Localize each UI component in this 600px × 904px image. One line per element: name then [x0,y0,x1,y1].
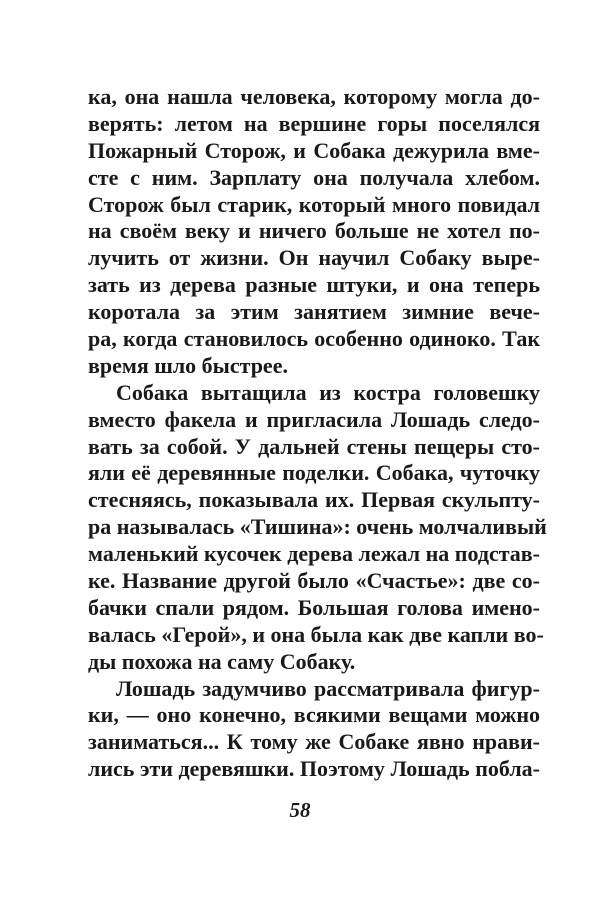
text-line: зать из дерева разные штуки, и она теперь [88,272,540,298]
text-line: ка, она нашла человека, которому могла до- [88,84,540,109]
text-line: бачки спали рядом. Большая голова имено- [88,594,540,620]
text-line: коротала за этим занятием зимние вече- [88,299,540,325]
text-line: лись эти деревяшки. Поэтому Лошадь побла- [88,756,540,782]
text-line: ра, когда становилось особенно одиноко. Так [88,326,540,352]
text-line: на своём веку и ничего больше не хотел по- [88,218,540,244]
text-line: время шло быстрее. [88,352,288,378]
text-line: ра называлась «Тишина»: очень молчаливый [88,514,547,540]
text-line: Сторож был старик, который много повидал [88,191,540,217]
text-line: стесняясь, показывала их. Первая скульпту- [88,487,540,513]
text-line: ке. Название другой было «Счастье»: две со- [88,568,540,594]
text-line: верять: летом на вершине горы поселялся [88,110,540,136]
text-line: маленький кусочек дерева лежал на подстав- [88,541,540,567]
page-number: 58 [289,798,311,822]
body-text [88,84,547,783]
text-line: Лошадь задумчиво рассматривала фигур- [116,675,540,701]
text-line: лучить от жизни. Он научил Собаку выре- [88,245,540,271]
text-line: валась «Герой», и она была как две капли во- [88,621,544,647]
text-line: ки, — оно конечно, всякими вещами можно [88,702,540,728]
text-line: ды похожа на саму Собаку. [88,648,356,674]
text-line: заниматься... К тому же Собаке явно нрави- [88,729,540,755]
text-line: Собака вытащила из костра головешку [116,379,540,405]
text-line: вместо факела и пригласила Лошадь следо- [88,406,540,432]
text-line: яли её деревянные поделки. Собака, чуточку [88,460,540,486]
text-line: вать за собой. У дальней стены пещеры сто- [88,433,540,459]
text-line: Пожарный Сторож, и Собака дежурила вме- [88,137,540,163]
text-line: сте с ним. Зарплату она получала хлебом. [88,164,540,190]
